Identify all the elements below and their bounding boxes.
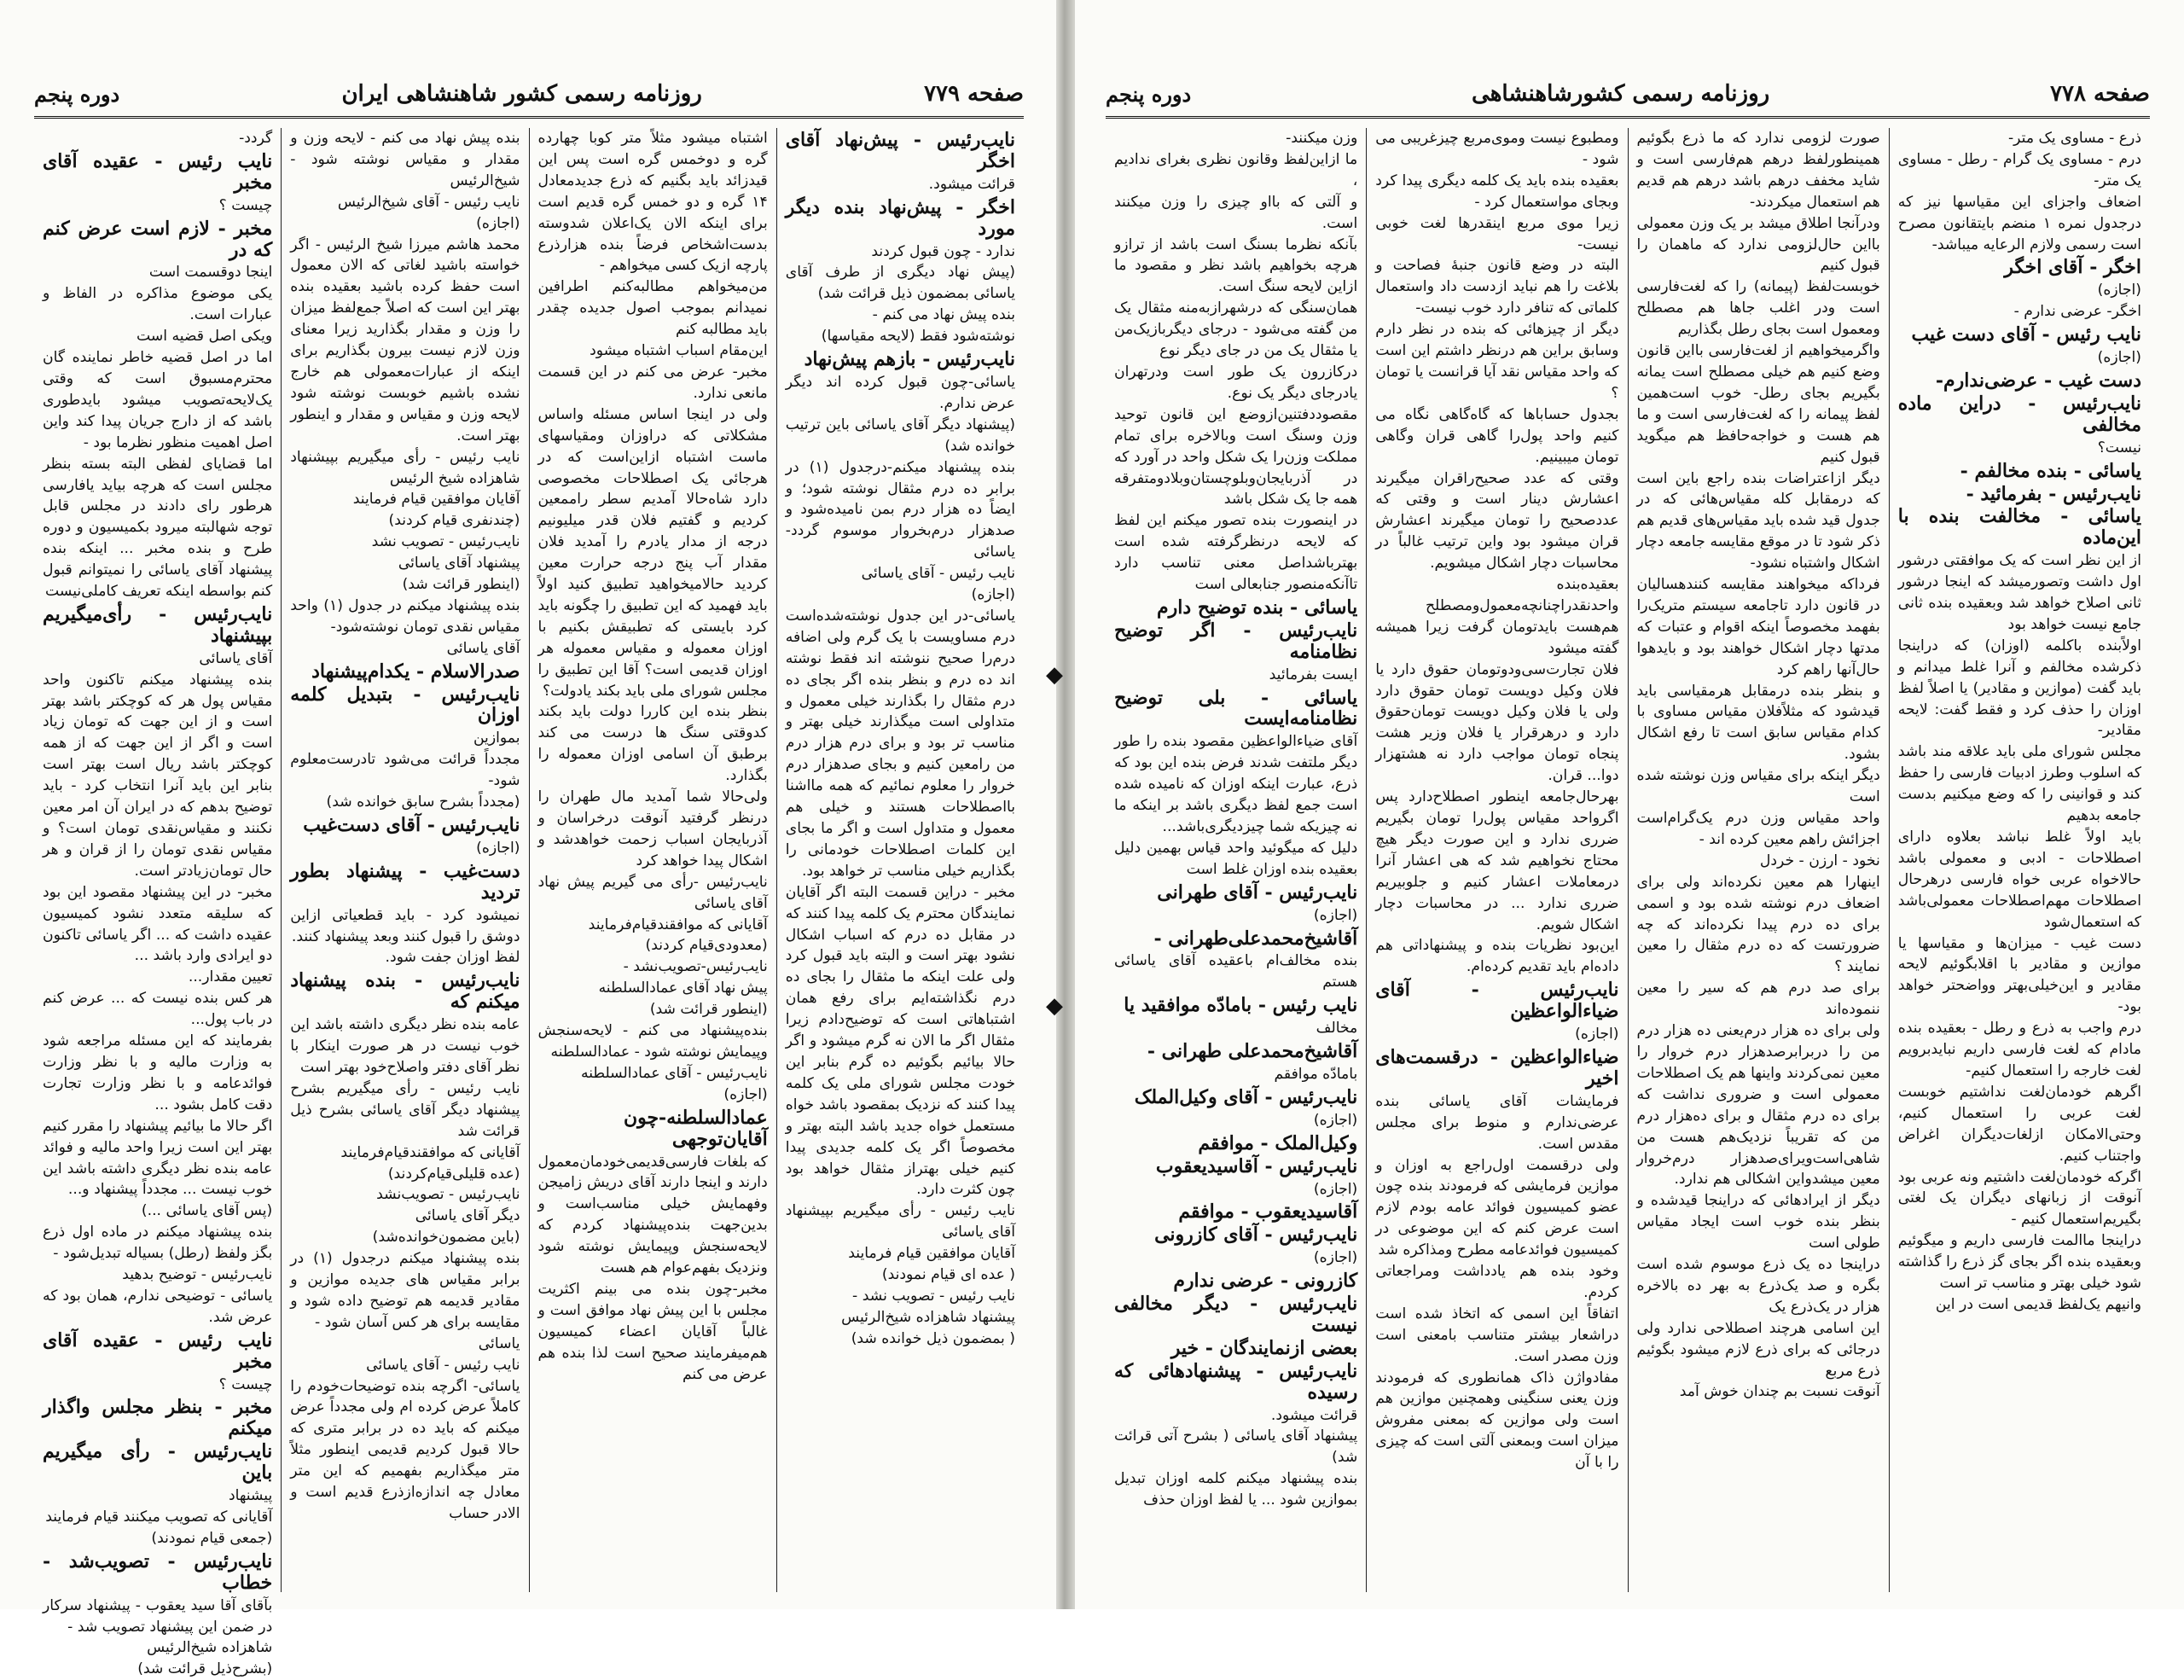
speaker-name: نایب‌رئیس - اگر توضیح نظامنامه‌ [1114,619,1358,663]
speaker-name: وکیل‌الملک - موافقم [1198,1131,1358,1154]
speaker-name: نایب‌رئیس - آقای ضیاءالواعظین [1375,979,1619,1023]
speaker-name: بعضی ازنمایندگان - خیر [1170,1336,1358,1359]
left-col-4: گردد- نایب رئیس - عقیده آقای مخبر چیست ؟ مخبر - لازم است عرض کنم که در اینجا دوقسمت است یکی موضوع مذاکره در الفاظ و عبارات است. ویکی اصل قضیه است اما در اصل قضیه خاطر نماینده گان محترم‌مسبوق است که وقتی یک‌لایحه‌تصویب میشود بایدطوری باشد که از دارج جریان پیدا کند واین اصل اهمیت منظور نظرما بود - اما قضایای لفظی البته بسته بنظر مجلس است که هرچه بیاید یافارسی هرطور رای دادند در مجلس قابل توجه شهالبته میرود بکمیسیون و دوره‌ طرح و بنده مخبر ... اینکه بنده پیشنهاد آقای یاسائی را نمیتوانم قبول کنم بواسطه اینکه تعریف کاملی‌نیست نایب‌رئیس - رأی‌میگیریم بپیشنهاد آقای یاسائی بنده پیشنهاد میکنم تاکنون واحد مقیاس پول هر که کوچکتر باشد بهتر است و از این جهت که تومان زیاد است و اگر از این جهت که از همه کوچکتر باشد ریال است بهتر است بنابر این باید آنرا انتخاب کرد - باید توضیح بدهم که در ایران آن امر معین نکنند و مقیاس‌نقدی تومان است؟ و مقیاس نقدی تومان را از قران و هر حال تومان‌زیادتر است. مخبر- در این پیشنهاد مقصود این بود که سلیقه متعدد نشود کمیسیون عقیده داشت که ... اگر یاسائی تاکنون دو ایرادی وارد باشد ... تعیین مقدار... هر کس بنده نیست که ... عرض کنم در باب پول... بفرمایند که این مسئله مراجعه شود به وزارت مالیه و با نظر وزارت فوائدعامه و با نظر وزارت تجارت دقت کامل بشود ... اگر حالا ما بیائیم‌ پیشنهاد را مقرر کنیم بهتر این است زیرا واحد مالیه و فوائد عامه بنده نظر دیگری داشته باشد این خوب نیست ... مجدداً پیشنهاد و... (پس آقای یاسائی ...) بنده پیشنهاد میکنم در ماده اول ذرع بگز ولفظ (رطل) بسیاله تبدیل‌شود - نایب‌رئیس - توضیح بدهید یاسائی - توضیحی ندارم، همان بود که عرض شد. نایب رئیس - عقیده آقای مخبر چیست ؟ مخبر - بنظر مجلس واگذار میکنم نایب‌رئیس - رأی میگیریم باین پیشنهاد آقایانی که تصویب میکنند قیام فرمایند (جمعی قیام نمودند) نایب‌رئیس - تصویب‌شد - خطاب بآقای آقا سید یعقوب - پیشنهاد سرکار در ضمن این پیشنهاد تصویب شد - شاهزاده شیخ‌الرئیس (بشرح‌ذیل قرائت شد) [43,130,273,1678]
binding-mark-icon: ◆ [1046,993,1063,1019]
speaker-name: مخبر - لازم است عرض کنم که در [43,217,273,261]
right-col-1: ذرع - مساوی یک متر- درم - مساوی یک گرام - رطل - مساوی یک متر- اضعاف واجزای این مقیاسها نیز که درجدول نمره ۱ منضم بایتقانون مصرح است رسمی ولازم الرعایه میباشد- اخگر - آقای اخگر (اجازه) اخگر- عرضی ندارم - نایب رئیس - آقای دست غیب (اجازه) دست غیب - عرضی‌ندارم- نایب‌رئیس - دراین ماده مخالفی نیست؟ یاسائی - بنده مخالفم - نایب‌رئیس - بفرمائید - یاسائی - مخالفت بنده با این‌ماده از این نظر است که یک موافقتی درشور اول داشت وتصورمیشد که اینجا درشور ثانی اصلاح خواهد شد وبعقیده بنده ثانی جامع نیست خواهد بود اولاً‌بنده باکلمه (اوزان) که دراینجا ذکرشده مخالفم و آنرا غلط میدانم و باید گفت (موازین و مقادیر) یا اصلاً لفظ اوزان را حذف کرد و فقط گفت: لایحه مقادیر- مجلس شورای ملی باید علاقه مند باشد که اسلوب وطرز ادبیات فارسی را حفظ کند و قوانینی را که وضع میکنیم بدست جامعه بدهیم باید اولاً غلط نباشد بعلاوه دارای اصطلاحات - ادبی و معمولی باشد حالاخواه عربی خواه فارسی درهرحال اصطلاحات مهم‌اصطلاحات معمولی‌باشد که استعمال‌شود دست غیب - میزان‌ها و مقیاسها یا موازین و مقادیر با اقلابگوئیم لایحه مقادیر و این‌خیلی‌بهتر وواضحتر خواهد بود- درم واجب به ذرع و رطل - بعقیده بنده مادام که لغت فارسی داریم نباید‌بر‌ویم لغت خارجه را استعمال کنیم- اگرهم خودمان‌لغت نداشتیم خوبست لغت عربی را استعمال کنیم، وحتی‌الامکان ازلغات‌دیگران اغراض واجتناب کنیم. اگرکه خودمان‌لغت داشتیم ونه عربی بود آنوقت از زبانهای دیگران یک لغتی بگیریم‌استعمال کنیم - دراینجا ماالمت فارسی داریم و میگوئیم وبعقیده بنده اگر بجای گز ذرع را گذاشته شود خیلی بهتر و مناسب تر است وانیهم یک‌لفظ قدیمی است در این [1889,128,2150,1592]
left-page-period: دوره پنجم [34,81,120,107]
left-col-3: بنده پیش نهاد می کنم - لایحه وزن و مقدار و مقیاس نوشته شود - شیخ‌الرئیس نایب رئیس - آقای شیخ‌الرئیس (اجازه) محمد هاشم میرزا شیخ الرئیس - اگر خواسته باشید لغاتی که الان معمول است حفظ کرده باشید بعقیده بنده بهتر این است که اصلاً جمع‌لفظ میزان را وزن و مقدار بگذارید زیرا معنای وزن لازم نیست بیرون بگذاریم برای اینکه از عبارات‌معمولی هم خارج نشده باشیم خوبست نوشته شود لایحه وزن و مقیاس و مقدار و اینطور بهتر است. نایب رئیس - رأی میگیریم بپیشنهاد شاهزاده شیخ الرئیس آقایان موافقین قیام فرمایند (چندنفری قیام کردند) نایب‌رئیس - تصویب نشد پیشنهاد آقای یاسائی (اینطور قرائت شد) بنده پیشنهاد میکنم در جدول (۱) واحد مقیاس نقدی تومان نوشته‌شود- آقای یاسائی صدرالاسلام - یکدام‌پیشنهاد نایب‌رئیس - بتبدیل کلمه اوزان بموازین مجدداً قرائت می‌شود تادرست‌معلوم شود- (مجدداً بشرح سابق خوانده شد) نایب‌رئیس - آقای دست‌غیب (اجازه) دست‌غیب - پیشنهاد بطور تردید نمیشود کرد - باید قطعیاتی ازاین دوشق را قبول کنند وبعد پیشنهاد کنند. لفظ اوزان جفت شود. نایب‌رئیس - بنده پیشنهاد میکنم که عامه بنده نظر دیگری داشته باشد این خوب نیست در هر صورت اینکار با نظر آقای دفتر واصلاح‌خود بهتر است نایب رئیس - رأی میگیریم بشرح پیشنهاد دیگر آقای یاسائی بشرح ذیل قرائت شد آقایانی که موافقندقیام‌فرمایند (عده قلیلی‌قیام‌کردند) نایب‌رئیس - تصویب‌نشد دیگر آقای یاسائی (باین مضمون‌خوانده‌شد) بنده پیشنهاد میکنم درجدول (۱) در برابر مقیاس های جدیده موازین و مقادیر قدیمه هم توضیح داده شود و مقایسه برای هر کس آسان شود - یاسائی نایب رئیس - آقای یاسائی یاسائی- اگرچه بنده توضیحات‌خودم را کاملاً عرض کرده ام ولی مجدداً عرض میکنم که باید ده در برابر متری که حالا قبول کردیم قدیمی اینطور مثلاً متر میگذاریم بفهمیم که این متر معادل چه اندازه‌ازذرع قدیم است و الادر حساب [281,128,528,1592]
speaker-name: اخگر - پیش‌نهاد بنده دیگر مورد [785,195,1015,240]
speaker-name: آقاسیدیعقوب - موافقم [1178,1200,1358,1224]
speaker-name: یاسائی - مخالفت بنده با این‌ماده [1897,505,2141,549]
left-col-2: اشتباه میشود مثلاً متر کوبا چهارده گره و دوخمس گره است پس این قیدزائد باید بگنیم که ذرع جدیدمعادل ۱۴ گره و دو خمس گره قدیم است برای اینکه الان یک‌اعلان شدوسته بدست‌اشخاص فرضاً بنده هزارذرع پارچه ازیک کسی میخواهم - من‌میخواهم مطالبه‌کنم اطرافین نمیدانم بموجب اصول جدیده چقدر باید مطالبه کنم این‌مقام اسباب اشتباه میشود مخبر- عرض می کنم در این قسمت مانعی ندارد. ولی در اینجا اساس مسئله واساس مشکلاتی که دراوزان ومقیاسهای ماست اشتباه ازاین‌است که در هرجائی یک اصطلاحات مخصوصی دارد شاه‌حالا آمدیم سطر راممعین کردیم و گفتیم فلان قدر میلیونیم درجه از مدار یادرم را آمدید فلان مقدار آب پنج درجه حرارت معین کردید حالامیخواهید تطبیق کنید اولاً باید فهمید که این تطبیق را چگونه باید کرد بایستی که تطبیقش بکنیم با اوزان معموله و مقیاس معموله هر اوزان قدیمی است؟ آقا این تطبیق را مجلس شورای ملی باید بکند یادولت؟ بنظر بنده این کاررا دولت باید بکند کدوقتی سنگ ها درست می کند برطبق آن اسامی اوزان معموله را بگذارد. ولی‌حالا شما آمدید مال طهران را درنظر گرفتید آنوقت درخراسان و آذربایجان اسباب زحمت خواهدشد و اشکال پیدا خواهد کرد نایب‌رئیس -رأی می گیریم پیش نهاد آقای یاسائی آقایانی که موافقندقیام‌فرمایند (معدودی‌قیام کردند) نایب‌رئیس-تصویب‌نشد - پیش نهاد آقای عمادالسلطنه (اینطور قرائت شد) بنده‌پیشنهاد می کنم - لایحه‌سنجش وپیمایش نوشته شود - عمادالسلطنه نایب‌رئیس - آقای عمادالسلطنه (اجازه) عمادالسلطنه-چون آقایان‌توجهی که بلغات فارسی‌قدیمی‌خودمان‌معمول دارند و اینجا دارند آقای دریش زامیجن وفهمایش خیلی مناسب‌است و بدین‌جهت بنده‌پیشنهاد کردم که لایحه‌سنجش وپیمایش نوشته شود ونزدیک بفهم‌عوام هم هست مخبر-چون بنده می بینم اکثریت مجلس با این پیش نهاد موافق است و غالباً آقایان اعضاء کمیسیون هم‌میفرمایند صحیح است لذا بنده هم عرض می کنم [529,128,776,1592]
speaker-name: دست غیب - عرضی‌ندارم- [1935,369,2141,392]
left-page-header [34,72,1024,119]
speaker-name: نایب‌رئیس - رأی‌میگیریم بپیشنهاد [43,602,273,647]
speaker-name: نایب‌رئیس - آقای دست‌غیب [303,814,520,836]
speaker-name: نایب‌رئیس - آقای طهرانی [1157,881,1358,904]
speaker-name: نایب‌رئیس - بفرمائید - [1966,482,2141,505]
speaker-name: نایب‌رئیس - آقاسیدیعقوب [1155,1154,1358,1177]
speaker-name: یاسائی - بنده مخالفم - [1960,459,2141,482]
speaker-name: نایب رئیس - عقیده آقای مخبر [43,149,273,194]
right-page-header [1106,72,2150,119]
left-page-number: صفحه ۷۷۹ [924,81,1024,107]
speaker-name: نایب‌رئیس - بتبدیل کلمه اوزان [290,683,520,727]
speaker-name: نایب‌رئیس - پیش‌نهاد آقای اخگر [785,129,1015,172]
speaker-name: نایب‌رئیس - پیشنهادهائی که رسیده [1114,1359,1358,1404]
speaker-name: صدرالاسلام - یکدام‌پیشنهاد [311,660,520,683]
speaker-name: نایب‌رئیس - آقای کازرونی [1154,1224,1358,1247]
left-page-columns [34,128,1024,1678]
binding-mark-icon: ◆ [1046,662,1063,688]
speaker-name: نایب‌رئیس - بنده پیشنهاد میکنم که [290,969,520,1014]
speaker-name: نایب‌رئیس - رأی میگیریم باین [43,1440,273,1485]
right-col-2: صورت لزومی ندارد که ما ذرع بگوئیم همینطورلفظ درهم هم‌فارسی است و شاید مخفف درهم باشد درهم هم قدیم هم استعمال میکردند- ودرآنجا اطلاق میشد بر یک وزن معمولی بااین حال‌لزومی ندارد که ماهمان را قبول کنیم خوبست‌لفظ (پیمانه) را که لغت‌فارسی است ودر اغلب جاها هم مصطلح ومعمول است بجای رطل بگذاریم واگرمیخواهیم از لغت‌فارسی بااین قانون وضع کنیم هم خیلی مصطلح است یمانه بگیریم بجای رطل- خوب است‌همین‌ لفظ پیمانه‌ را که‌ لغت‌فارسی است‌ و ما هم هست و خواجه‌حافظ هم میگوید قبول کنیم دیگر ازاعتراضات بنده راجع باین است که درمقابل کله مقیاس‌هائی که در جدول قید شده باید مقیاس‌های قدیم هم ذکر شود تا در موقع مقایسه جامعه دچار اشکال واشتباه نشود- فرداکه میخواهند مقایسه کنندهسالیان در قانون دارد تاجامعه سیستم متریک‌را بفهمد مخصوصاً اینکه اقوام و عتبات که مدتها دچار اشکال خواهند بود و بایدهوا حال‌آنها راهم کرد و بنظر بنده درمقابل هرمقیاسی باید قیدشود که مثلاًفلان مقیاس مساوی با کدام مقیاس سابق است تا رفع اشکال بشود. دیگر اینکه برای مقیاس وزن نوشته شده است واحد مقیاس وزن درم یک‌گرام‌است اجزائش راهم معین کرده اند - نخود - ارزن - خردل اینهارا هم معین نکرده‌اند ولی برای اضعاف درم نوشته شده بود و اسمی برای ده درم پیدا نکرده‌اند که چه ضرورتست که ده درم مثقال را معین نمایند ؟ برای صد درم هم که سیر را معین ننموده‌اند ولی برای ده هزار درم‌یعنی ده‌ هزار درم من را دربرابرصدهزار درم خروار را معین نمی‌کردند واینها هم یک اصطلاحات معمولی است و ضروری نداشت که برای ده درم مثقال و برای ده‌هزار درم من که تقریباً نزدیک‌هم هست من شاهی‌است‌ویرای‌صدهزار درم‌خروار معین میشد‌واین‌ اشکالی هم ندارد. دیگر از ایرادهائی که دراینجا قیدشده و بنظر بنده خوب است ایجاد مقیاس طولی است دراینجا ده یک ذرع موسوم شده است بگره و صد یک‌ذرع به بهر ده بالاخره هزار در یک‌ذرع یک این اسامی هرچند اصطلاحی ندارد ولی درجائی که برای ذرع لازم میشود بگوئیم ذرع مربع آنوقت نسبت بم چندان خوش آمد [1628,128,1889,1592]
right-page [1072,0,2184,1609]
speaker-name: یاسائی - بنده توضیح دارم [1157,596,1358,619]
speaker-name: دست‌غیب - پیشنهاد بطور تردید [290,859,520,904]
speaker-name: مخبر - بنظر مجلس واگذار میکنم [43,1396,273,1440]
speaker-name: عمادالسلطنه-چون آقایان‌توجهی [623,1106,768,1150]
right-page-period: دوره پنجم [1106,81,1192,107]
left-page-title: روزنامه رسمی کشور شاهنشاهی ایران [341,81,702,107]
speaker-name: آقاشیخ‌محمدعلی طهرانی - [1147,1040,1358,1063]
speaker-name: نایب رئیس - عقیده آقای مخبر [43,1328,273,1373]
speaker-name: اخگر - آقای اخگر [2004,256,2141,279]
left-page [0,0,1058,1678]
speaker-name: یاسائی - بلی توضیح نظامنامه‌ایست [1114,686,1358,730]
right-col-4: وزن میکنند- ما ازاین‌لفظ وقانون نظری بغرای ندادیم ، و آلتی که بااو چیزی را وزن میکنند است. بآنکه نظرما بسنگ است باشد از ترازو هرچه بخواهیم باشد نظر و مقصود ما ازاین لایحه سنگ است. همان‌سنگی که درشهرازبه‌منه مثقال یک من گفته می‌شود - درجای دیگر‌بازیک‌من یا مثقال یک من در جای دیگر نوع درکازرون یک طور است ودرتهران یادرجای دیگر یک نوع. مقصوددفتنین‌ازوضع این قانون توحید وزن وسنگ است وبالاخره برای تمام مملکت وزن‌را یک شکل واحد در آورد که در آذربایجان‌و‌بلوچستان‌‌و‌بلاد‌ومتفرقه همه جا یک شکل باشد در اینصورت بنده تصور میکنم این لفظ‌ که‌ لایحه در‌نظر‌گرفته‌ شده است بهترباشد‌اصل معنی تناسب دارد تاآنکه‌منصور جنابعالی است یاسائی - بنده توضیح دارم نایب‌رئیس - اگر توضیح نظامنامه‌ ایست بفرمائید یاسائی - بلی توضیح نظامنامه‌ایست آقای ضیاءالواعظین مقصود بنده را طور دیگر ملتفت شدند فرض بنده این بود که ذرع، عبارت اینکه اوزان که نامیده شده است جمع لفظ دیگری باشد بر اینکه ما نه‌ چیزیکه‌ شما چیزدیگری‌باشد... دلیل که میگوئید واحد قیاس بهمین دلیل بعقیده بنده اوزان غلط است نایب‌رئیس - آقای طهرانی (اجازه) آقاشیخ‌محمدعلی‌طهرانی - بنده مخالف‌ام باعقیده آقای یاسائی هستم نایب رئیس - بامادّه موافقید یا مخالف آقاشیخ‌محمدعلی طهرانی - بامادّه موافقم نایب‌رئیس - آقای وکیل‌الملک (اجازه) وکیل‌الملک - موافقم نایب‌رئیس - آقاسیدیعقوب (اجازه) آقاسیدیعقوب - موافقم نایب‌رئیس - آقای کازرونی (اجازه) کازرونی - عرضی ندارم نایب‌رئیس - دیگر مخالفی نیست بعضی ازنمایندگان - خیر نایب‌رئیس - پیشنهادهائی که رسیده قرائت میشود. پیشنهاد آقای یاسائی ( بشرح آتی قرائت شد) بنده پیشنهاد میکنم کلمه اوزان تبدیل بموازین شود ... یا لفظ اوزان حذف [1114,130,1358,1509]
speaker-name: نایب‌رئیس - بازهم پیش‌نهاد [804,348,1015,371]
speaker-name: نایب رئیس - بامادّه موافقید یا [1124,994,1358,1017]
right-page-title: روزنامه رسمی کشورشاهنشاهی [1472,81,1770,107]
speaker-name: نایب‌رئیس - دیگر مخالفی نیست [1114,1293,1358,1336]
speaker-name: نایب‌رئیس - دراین ماده مخالفی [1897,392,2141,436]
speaker-name: آقاشیخ‌محمدعلی‌طهرانی - [1153,927,1358,950]
speaker-name: نایب رئیس - آقای دست غیب [1911,323,2141,346]
speaker-name: نایب‌رئیس - تصویب‌شد - خطاب [43,1549,273,1594]
speaker-name: ضیاءالواعظین - درقسمت‌های اخیر [1375,1045,1619,1090]
left-col-1: نایب‌رئیس - پیش‌نهاد آقای اخگر قرائت میشود. اخگر - پیش‌نهاد بنده دیگر مورد ندارد - چون قبول کردند (پیش نهاد دیگری از طرف آقای یاسائی بمضمون ذیل قرائت شد) بنده پیش نهاد می کنم - نوشته‌شود فقط (لایحه مقیاسها) نایب‌رئیس - بازهم پیش‌نهاد یاسائی-چون قبول کرده اند دیگر عرض ندارم. (پیشنهاد دیگر آقای یاسائی باین ترتیب خوانده شد) بنده پیشنهاد میکنم-درجدول (۱) در برابر ده درم مثقال نوشته شود؛ و ایضاً ده هزار درم بمن نامیده‌شود و صدهزار درم‌بخروار موسوم گردد-یاسائی نایب رئیس - آقای یاسائی (اجازه) یاسائی-در این جدول نوشته‌شده‌است درم مساویست با یک گرم ولی اضافه درم‌را صحیح ننوشته اند فقط نوشته اند ده درم و بنظر بنده اگر بجای ده درم مثقال را بگذارند خیلی معمول و متداولی است میگذارند خیلی بهتر و مناسب تر بود و برای درم هزار درم من رامعین کنیم و بجای صدهزار درم خروار را معلوم نمائیم که همه مااشنا بااصطلاحات هستند و خیلی هم معمول و متداول است و اگر ما بجای این کلمات اصطلاحات خودمانی را بگذاریم خیلی مناسب تر خواهد بود. مخبر - دراین قسمت البته اگر آقایان نمایندگان محترم یک کلمه پیدا کنند که در مقابل ده درم که اسباب اشکال نشود بهتر است و البته باید قبول کرد ولی علت اینکه ما مثقال را بجای ده درم نگذاشته‌ایم برای رفع همان اشتباهاتی است که توضیح‌دادم زیرا مثقال اگر ما الان نه گرم میشود و اگر حالا بیائیم بگوئیم ده گرم بنابر این خودت مجلس شورای ملی یک کلمه پیدا کنند که نزدیک بمقصود باشد خواه مستعمل خواه جدید باشد البته بهتر و مخصوصاً اگر یک کلمه جدیدی پیدا کنیم خیلی بهتراز مثقال خواهد بود چون کثرت دارد. نایب رئیس - رأی میگیریم بپیشنهاد آقای یاسائی آقایان موافقین قیام فرمایند ( عده ای قیام نمودند) نایب رئیس - تصویب نشد - پیشنهاد شاهزاده شیخ‌الرئیس ( بمضمون ذیل خوانده شد) [776,128,1024,1592]
right-col-3: ومطبوع نیست ومو‌ی‌مربع چیزغریبی می شود - بعقیده بنده باید یک کلمه دیگری پیدا کرد وبجای مواستعمال کرد - زیرا موی مربع اینقدرها لغت خوبی نیست- البته در وضع قانون جنبهٔ فصاحت و بلاغت را هم نباید ازدست داد واستعمال کلماتی که تنافر دارد خوب نیست- دیگر از چیزهائی که بنده در نظر دارم وسابق براین هم درنظر داشتم این است که واحد مقیاس نقد آیا قرانست یا تومان ؟ بجدول حساباها که گاه‌گاهی نگاه می کنیم واحد پول‌را گاهی قران وگاهی تومان میبینیم. وقتی که عدد صحیح‌راقران میگیرند اعشارش دینار است و وقتی که عددصحیح را تومان میگیرند اعشارش قران میشود بود واین ترتیب غالباً در محاسبات دچار اشکال میشویم. بعقیده‌بنده‌ واحدنقدرا‌چنانچه‌معمول‌ومصطلح هم‌هست باید‌تومان گرفت زیرا همیشه گفته میشود فلان تجارت‌سی‌ودوتومان حقوق دارد یا فلان وکیل دویست تومان حقوق دارد ولی یا فلان وکیل دویست تومان‌حقوق دارد و درهرقرار یا فلان وزیر هشت پنجاه تومان مواجب دارد نه هشتهزار دوا... قران. بهرحال‌جامعه اینطور اصطلاح‌دارد پس اگرواحد مقیاس پول‌را تومان بگیریم ضرری ندارد و این صورت دیگر هیچ محتاج نخواهیم شد که هی اعشار آنرا درمعاملات اعشار کنیم و جلوبیریم ضرری ندارد ... در محاسبات دچار اشکال شویم. این‌بود نظریات بنده و پیشنهاداتی هم داده‌ام باید تقدیم کرده‌ام. نایب‌رئیس - آقای ضیاءالواعظین (اجازه) ضیاءالواعظین - درقسمت‌های اخیر فرمایشات آقای یاسائی بنده عرضی‌ندارم و منوط برای مجلس مقدس است. ولی درقسمت اول‌راجع به اوزان و موازین فرمایشی که فرمودند بنده چون عضو کمیسیون فوائد عامه بودم لازم است عرض کنم که این موضوعی در کمیسیون فوائدعامه مطرح ومذاکره شد وخود بنده هم یادداشت ومراجعاتی کردم. اتفاقاً این اسمی که اتخاذ شده است دراشعار بیشتر متناسب بامعنی است وزن مصدر است. مفادواژن ذاک همانطوری که فرمودند وزن یعنی سنگینی وهمچنین موازین هم است ولی موازین که بمعنی مفروش میزان است وبمعنی آلتی است که چیزی را با آن [1366,128,1627,1592]
speaker-name: کازرونی - عرضی ندارم [1173,1270,1358,1293]
right-page-columns [1106,128,2150,1592]
speaker-name: نایب‌رئیس - آقای وکیل‌الملک [1134,1085,1358,1108]
right-page-number: صفحه ۷۷۸ [2050,81,2150,107]
